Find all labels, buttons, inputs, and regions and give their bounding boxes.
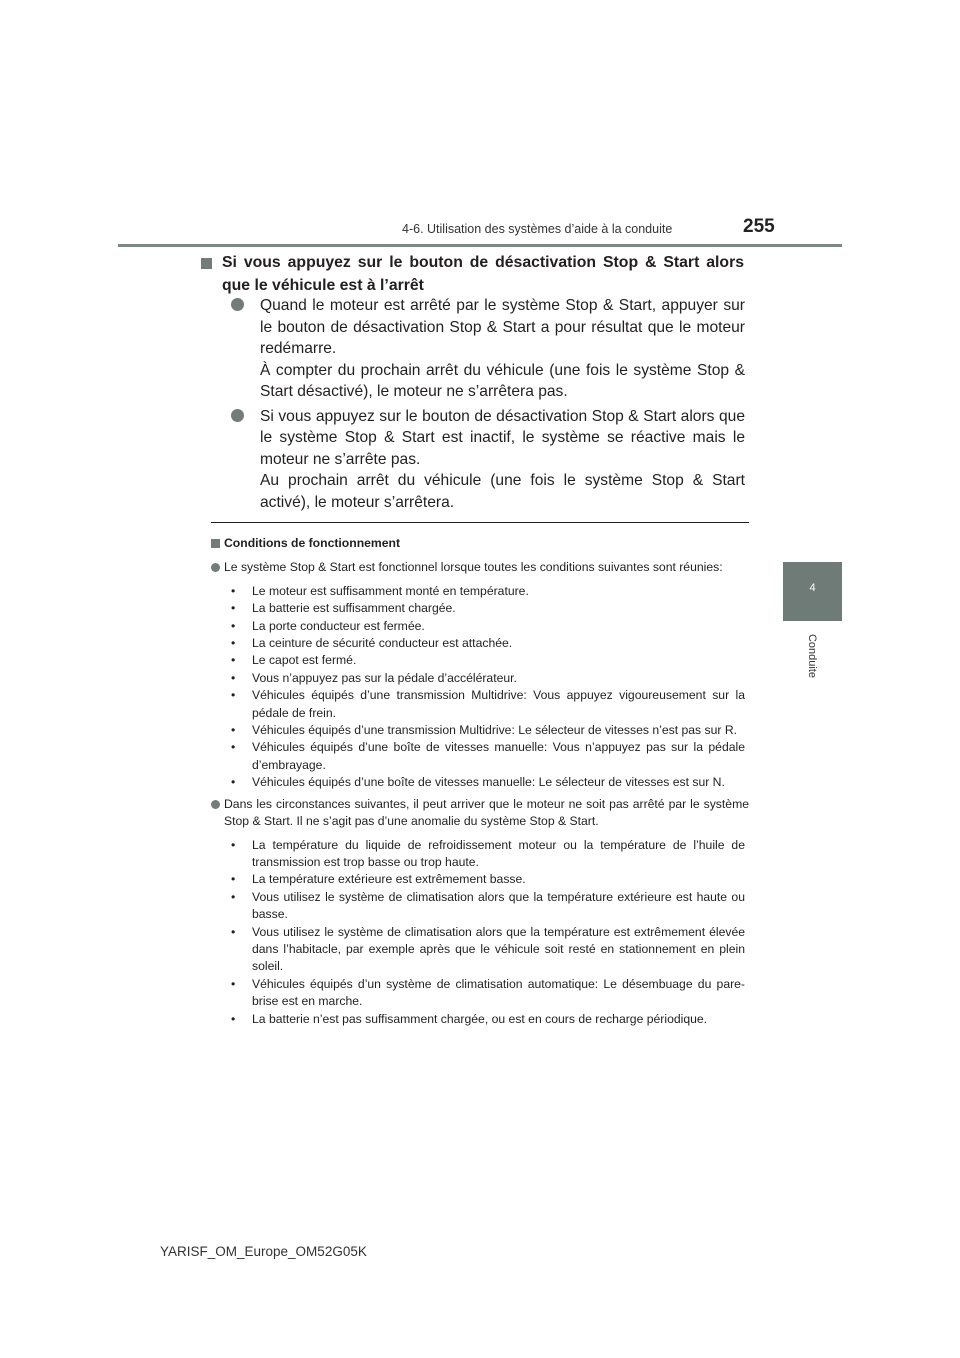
dot-bullet-icon: •	[231, 688, 236, 703]
dot-bullet-icon: •	[231, 583, 236, 598]
sub-list-item: • Vous utilisez le système de climatisation alors que la température extérieure est haute ou basse.	[231, 889, 745, 922]
dot-bullet-icon: •	[231, 740, 236, 755]
chapter-tab-number: 4	[809, 582, 816, 594]
sub-list-item: • Vous utilisez le système de climatisation alors que la température est extrêmement élevée dans l’habitacle, par exemple après que le véhicule soit resté en stationnement en plein soleil.	[231, 924, 745, 974]
paragraph: Dans les circonstances suivantes, il peut arriver que le moteur ne soit pas arrêté par le système Stop & Start. Il ne s’agit pas d’une anomalie du système Stop & Start.	[224, 796, 749, 829]
list-item	[260, 295, 745, 403]
list-item	[211, 559, 749, 576]
sub-list-item: • La température extérieure est extrêmement basse.	[211, 871, 749, 888]
dot-bullet-icon: •	[231, 653, 236, 668]
sub-list-item: • Le moteur est suffisamment monté en température.	[211, 583, 749, 600]
dot-bullet-icon: •	[231, 618, 236, 633]
sub-list-item: • La température du liquide de refroidissement moteur ou la température de l’huile de transmission est trop basse ou trop haute.	[231, 837, 745, 869]
sub-list-item: • La ceinture de sécurité conducteur est attachée.	[211, 635, 749, 652]
sub-list-item: • La batterie n’est pas suffisamment chargée, ou est en cours de recharge périodique.	[211, 1011, 749, 1028]
sub-list-item: • Véhicules équipés d’une boîte de vitesses manuelle: Le sélecteur de vitesses est sur N.	[211, 774, 749, 791]
dot-bullet-icon: •	[231, 723, 236, 738]
sub-list-item: • Véhicules équipés d’une boîte de vitesses manuelle: Vous n’appuyez pas sur la pédale d’embrayage.	[231, 740, 745, 772]
section-heading-text: Si vous appuyez sur le bouton de désactivation Stop & Start alors que le véhicule est à l’arrêt	[222, 254, 744, 294]
dot-bullet-icon: •	[231, 872, 236, 887]
round-bullet-icon	[211, 800, 220, 809]
running-header-section: 4-6. Utilisation des systèmes d’aide à la conduite	[402, 222, 673, 236]
sub-list-item: • Véhicules équipés d’une transmission Multidrive: Le sélecteur de vitesses n’est pas sur R.	[211, 722, 749, 739]
main-bullet-list	[260, 295, 745, 516]
dot-bullet-icon: •	[231, 924, 236, 939]
conditions-sublist	[211, 583, 749, 792]
dot-bullet-icon: •	[231, 1011, 236, 1026]
section-heading	[222, 252, 744, 297]
conditions-heading-text: Conditions de fonctionnement	[224, 536, 401, 550]
chapter-tab-label: Conduite	[806, 633, 818, 679]
conditions-heading	[211, 535, 749, 552]
dot-bullet-icon: •	[231, 976, 236, 991]
sub-list-item: • Vous n’appuyez pas sur la pédale d’accélérateur.	[211, 670, 749, 687]
page-number: 255	[743, 216, 775, 237]
sub-list-item: • Le capot est fermé.	[211, 652, 749, 669]
header-rule	[118, 244, 842, 247]
dot-bullet-icon: •	[231, 775, 236, 790]
paragraph: Si vous appuyez sur le bouton de désactivation Stop & Start alors que le système Stop & Start est inactif, le système se réactive mais le moteur ne s’arrête pas.	[260, 407, 745, 468]
square-bullet-icon	[201, 258, 212, 269]
paragraph: À compter du prochain arrêt du véhicule (une fois le système Stop & Start désactivé), le moteur ne s’arrêtera pas.	[260, 361, 745, 400]
paragraph: Quand le moteur est arrêté par le système Stop & Start, appuyer sur le bouton de désactivation Stop & Start a pour résultat que le moteur redémarre.	[260, 297, 745, 357]
section-divider	[211, 522, 749, 523]
dot-bullet-icon: •	[231, 636, 236, 651]
dot-bullet-icon: •	[231, 889, 236, 904]
circumstances-sublist	[211, 837, 749, 1028]
chapter-tab[interactable]	[783, 562, 842, 621]
round-bullet-icon	[211, 563, 220, 572]
paragraph: Au prochain arrêt du véhicule (une fois le système Stop & Start activé), le moteur s’arrêtera.	[260, 472, 745, 511]
conditions-section	[211, 535, 749, 1032]
sub-list-item: • La batterie est suffisamment chargée.	[211, 600, 749, 617]
dot-bullet-icon: •	[231, 670, 236, 685]
round-bullet-icon	[231, 409, 244, 422]
list-item	[211, 796, 749, 831]
sub-list-item: • La porte conducteur est fermée.	[211, 618, 749, 635]
dot-bullet-icon: •	[231, 601, 236, 616]
list-item	[260, 406, 745, 514]
dot-bullet-icon: •	[231, 837, 236, 852]
paragraph: Le système Stop & Start est fonctionnel lorsque toutes les conditions suivantes sont réunies:	[224, 560, 723, 575]
sub-list-item: • Véhicules équipés d’un système de climatisation automatique: Le désembuage du pare-brise est en marche.	[231, 976, 745, 1009]
document-code-footer: YARISF_OM_Europe_OM52G05K	[160, 1244, 367, 1259]
round-bullet-icon	[231, 298, 244, 311]
square-bullet-icon	[211, 539, 220, 548]
sub-list-item: • Véhicules équipés d’une transmission Multidrive: Vous appuyez vigoureusement sur la pédale de frein.	[231, 688, 745, 720]
